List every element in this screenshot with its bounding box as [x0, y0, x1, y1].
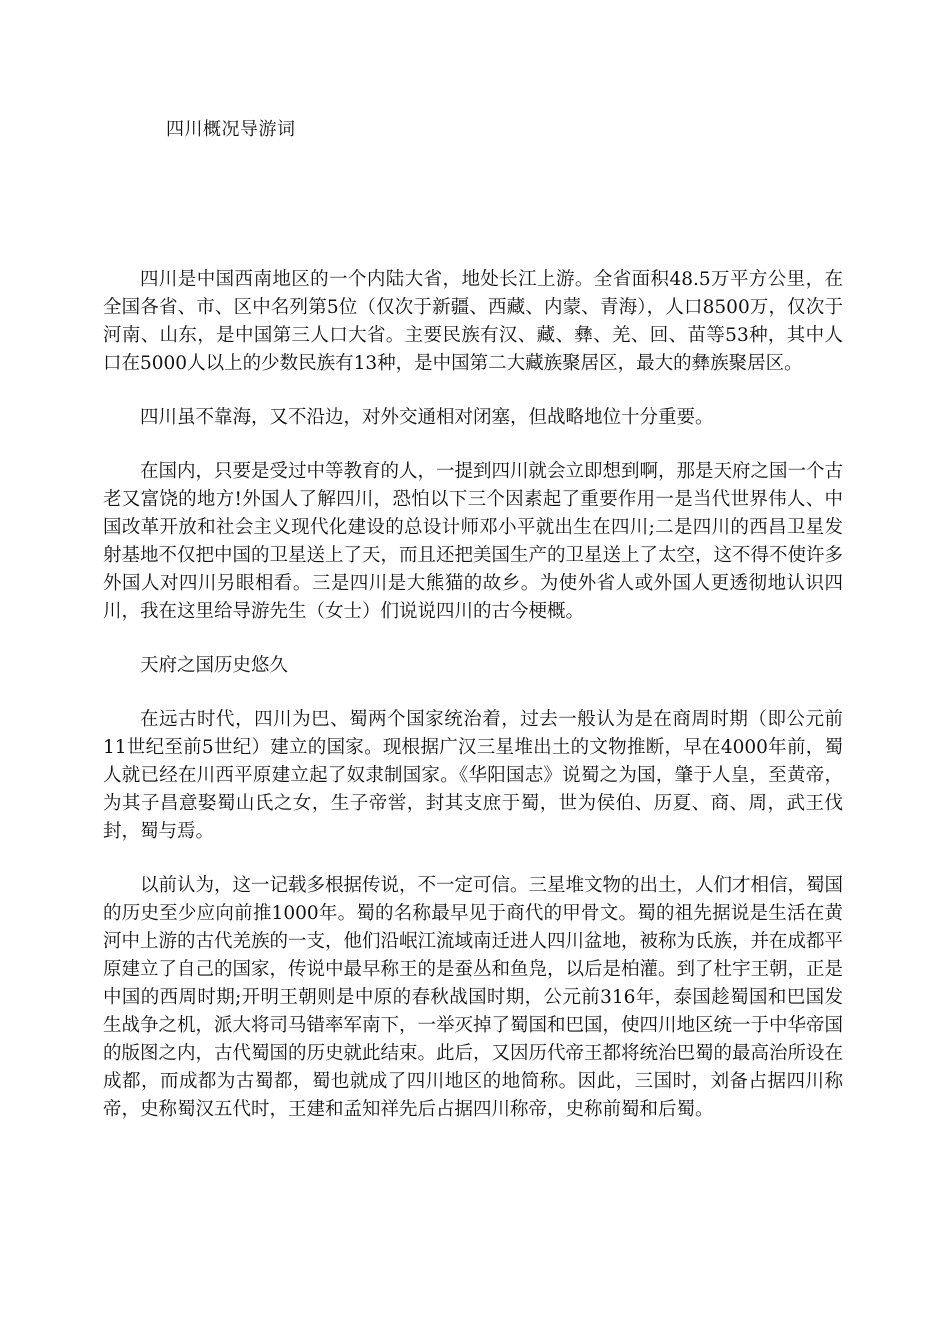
- document-title: 四川概况导游词: [166, 119, 296, 140]
- paragraph-ancient-states: 在远古时代，四川为巴、蜀两个国家统治着，过去一般认为是在商周时期（即公元前11世纪至前5世纪）建立的国家。现根据广汉三星堆出土的文物推断，早在4000年前，蜀人就已经在川西平原建立起了奴隶制国家。《华阳国志》说蜀之为国，肇于人皇，至黄帝，为其子昌意娶蜀山氏之女，生子帝喾，封其支庶于蜀，世为侯伯、历夏、商、周，武王伐封，蜀与焉。: [103, 709, 843, 842]
- paragraph-reputation: 在国内，只要是受过中等教育的人，一提到四川就会立即想到啊，那是天府之国一个古老又富饶的地方!外国人了解四川，恐怕以下三个因素起了重要作用一是当代世界伟人、中国改革开放和社会主义现代化建设的总设计师邓小平就出生在四川;二是四川的西昌卫星发射基地不仅把中国的卫星送上了天，而且还把美国生产的卫星送上了太空，这不得不使许多外国人对四川另眼相看。三是四川是大熊猫的故乡。为使外省人或外国人更透彻地认识四川，我在这里给导游先生（女士）们说说四川的古今梗概。: [103, 461, 844, 622]
- section-heading-history: 天府之国历史悠久: [140, 655, 289, 676]
- document-body: [103, 266, 843, 1124]
- paragraph-strategic-position: 四川虽不靠海，又不沿边，对外交通相对闭塞，但战略地位十分重要。: [140, 407, 714, 428]
- paragraph-shu-history: 以前认为，这一记载多根据传说，不一定可信。三星堆文物的出土，人们才相信，蜀国的历史至少应向前推1000年。蜀的名称最早见于商代的甲骨文。蜀的祖先据说是生活在黄河中上游的古代羌族的一支，他们沿岷江流域南迁进人四川盆地，被称为氐族，并在成都平原建立了自己的国家，传说中最早称王的是蚕丛和鱼凫，以后是柏灌。到了杜宇王朝，正是中国的西周时期;开明王朝则是中原的春秋战国时期，公元前316年，泰国趁蜀国和巴国发生战争之机，派大将司马错率军南下，一举灭掉了蜀国和巴国，使四川地区统一于中华帝国的版图之内，古代蜀国的历史就此结束。此后，又因历代帝王都将统治巴蜀的最高治所设在成都，而成都为古蜀都，蜀也就成了四川地区的地简称。因此，三国时，刘备占据四川称帝，史称蜀汉五代时，王建和孟知祥先后占据四川称帝，史称前蜀和后蜀。: [103, 875, 844, 1120]
- paragraph-overview: 四川是中国西南地区的一个内陆大省，地处长江上游。全省面积48.5万平方公里，在全国各省、市、区中名列第5位（仅次于新疆、西藏、内蒙、青海），人口8500万，仅次于河南、山东，是中国第三人口大省。主要民族有汉、藏、彝、羌、回、苗等53种，其中人口在5000人以上的少数民族有13种，是中国第二大藏族聚居区，最大的彝族聚居区。: [103, 269, 843, 374]
